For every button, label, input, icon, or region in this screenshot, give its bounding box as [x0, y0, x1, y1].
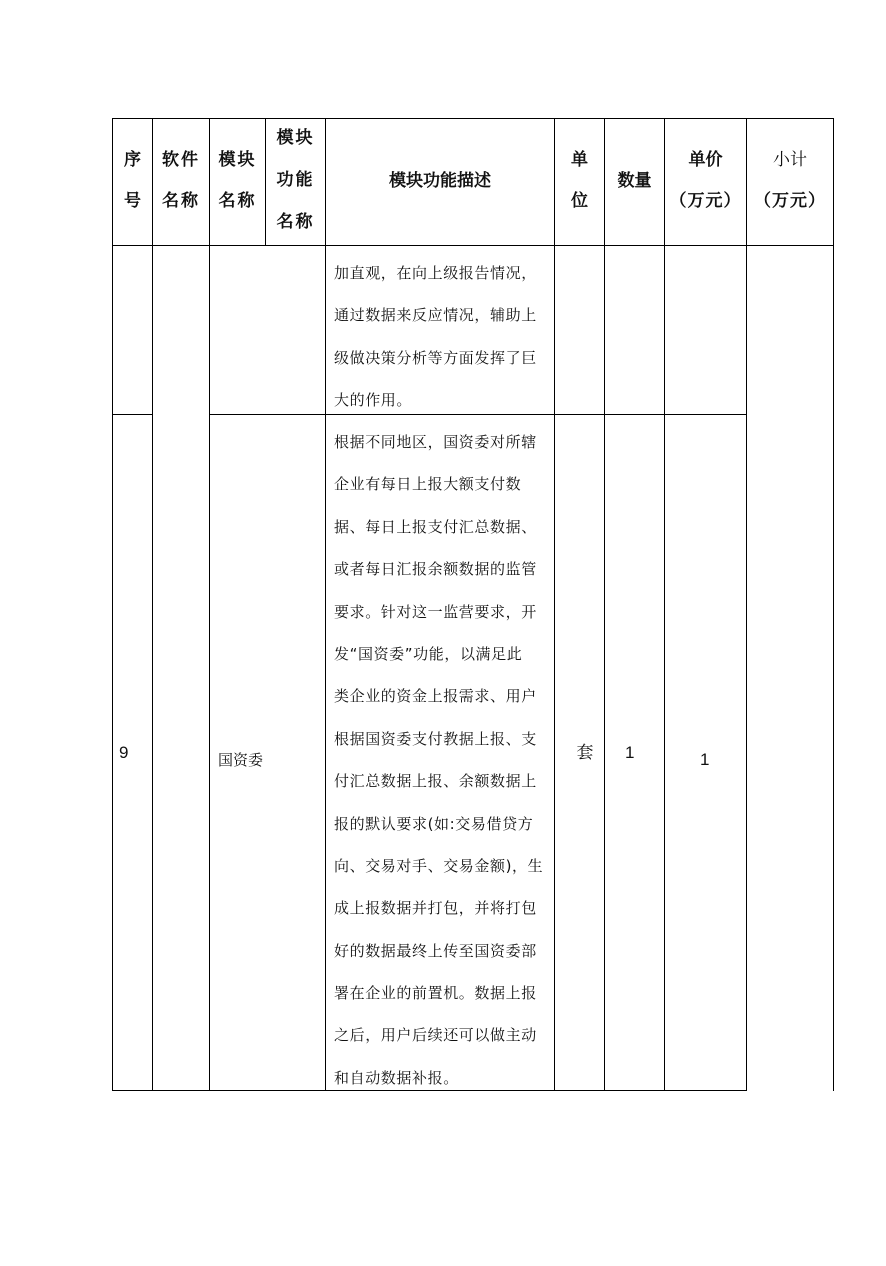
col-border — [664, 118, 665, 1091]
header-software-name-line: 软件 — [162, 150, 200, 170]
description-line: 要求。针对这一监营要求，开 — [334, 602, 537, 621]
header-unit-line: 单 — [571, 150, 588, 170]
col-border — [209, 118, 210, 1091]
header-function-name — [266, 128, 325, 232]
description-line: 署在企业的前置机。数据上报 — [334, 984, 537, 1003]
col-border — [152, 118, 153, 1091]
col-border — [604, 118, 605, 1091]
description-line: 发“国资委”功能，以满足此 — [334, 644, 523, 663]
header-unit-line: 位 — [571, 191, 588, 211]
header-unit — [555, 150, 604, 211]
description-line: 企业有每日上报大额支付数 — [334, 475, 522, 494]
description-line: 付汇总数据上报、余额数据上 — [334, 772, 537, 791]
description-line: 级做决策分析等方面发挥了巨 — [334, 348, 537, 367]
quantity-cell: 1 — [625, 743, 635, 762]
description-line: 成上报数据并打包，并将打包 — [334, 899, 537, 918]
unit-cell: 套 — [576, 743, 594, 763]
table-top-border — [112, 118, 834, 119]
header-subtotal — [747, 150, 833, 211]
description-line: 根据国资委支付教据上报、支 — [334, 729, 537, 748]
row-divider — [112, 414, 153, 415]
header-seq-line: 序 — [124, 150, 141, 170]
description-line: 据、每日上报支付汇总数据、 — [334, 517, 537, 536]
col-border — [746, 118, 747, 1091]
header-subtotal-line: 小计 — [773, 150, 807, 170]
header-seq-line: 号 — [124, 191, 141, 211]
col-border — [112, 118, 113, 1091]
header-module-name-line: 名称 — [218, 191, 257, 211]
col-border — [554, 118, 555, 1091]
header-software-name-line: 名称 — [162, 191, 200, 211]
description-line: 好的数据最终上传至国资委部 — [334, 941, 537, 960]
header-function-name-line: 名称 — [276, 212, 315, 232]
description-line: 类企业的资金上报需求、用户 — [334, 687, 537, 706]
header-unit-price-line: 单价 — [688, 150, 723, 170]
description-line: 加直观，在向上级报告情况， — [334, 264, 537, 282]
description-line: 报的默认要求(如:交易借贷方 — [334, 814, 534, 833]
header-bottom-border — [112, 245, 834, 246]
header-subtotal-line: （万元） — [754, 191, 826, 211]
col-border — [325, 118, 326, 1091]
description-line: 通过数据来反应情况，辅助上 — [334, 306, 537, 325]
description-cell — [334, 258, 550, 428]
header-unit-price-line: （万元） — [669, 191, 742, 211]
header-software-name — [153, 150, 209, 211]
header-quantity: 数量 — [617, 171, 652, 191]
description-line: 向、交易对手、交易金额)，生 — [334, 856, 544, 875]
header-module-name — [210, 150, 265, 211]
table-right-border — [833, 118, 834, 1091]
description-line: 之后，用户后续还可以做主动 — [334, 1026, 537, 1045]
description-line: 大的作用。 — [334, 391, 413, 410]
description-line: 或者每日汇报余额数据的监管 — [334, 560, 537, 579]
seq-cell: 9 — [119, 743, 129, 762]
description-line: 根据不同地区，国资委对所辖 — [334, 433, 537, 451]
header-module-name-line: 模块 — [218, 150, 257, 170]
module-name-cell: 国资委 — [218, 751, 264, 769]
header-description: 模块功能描述 — [389, 171, 491, 191]
header-function-name-line: 模块 — [276, 128, 315, 148]
header-function-name-line: 功能 — [276, 170, 315, 190]
description-cell — [334, 427, 550, 1105]
description-line: 和自动数据补报。 — [334, 1068, 459, 1087]
header-seq — [113, 150, 152, 211]
header-unit-price — [665, 150, 746, 211]
unit-price-cell: 1 — [700, 750, 710, 769]
